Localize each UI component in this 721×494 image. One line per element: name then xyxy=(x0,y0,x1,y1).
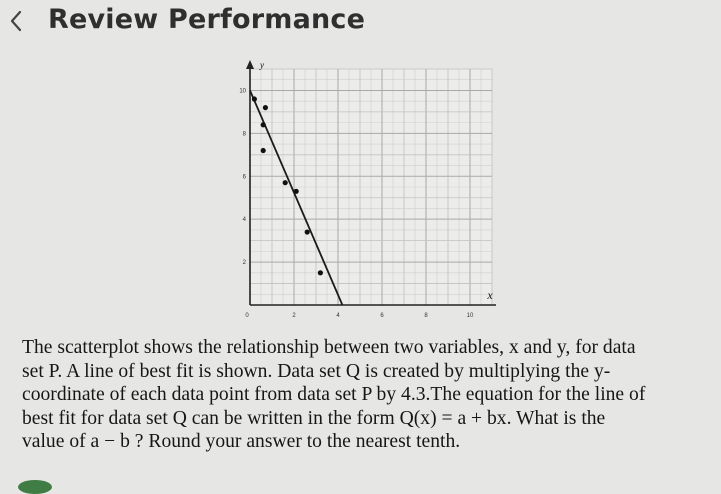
page-title: Review Performance xyxy=(48,4,366,35)
data-point xyxy=(261,122,266,127)
question-line-3: coordinate of each data point from data set P by 4.3.The equation for the line of xyxy=(22,384,646,405)
y-tick-label: 2 xyxy=(242,260,246,267)
data-point xyxy=(318,270,323,275)
data-point xyxy=(294,189,299,194)
x-tick-label: 8 xyxy=(424,313,428,319)
data-point xyxy=(283,180,288,185)
data-point xyxy=(263,105,268,110)
question-text xyxy=(22,336,712,454)
question-line-1: The scatterplot shows the relationship between two variables, x and y, for data xyxy=(22,337,636,358)
x-tick-label: 6 xyxy=(380,313,384,319)
data-point xyxy=(305,229,310,234)
x-tick-label: 2 xyxy=(292,313,296,319)
question-line-4: best fit for data set Q can be written in the form Q(x) = a + bx. What is the xyxy=(22,407,606,429)
y-tick-label: 4 xyxy=(242,217,246,224)
question-line-5: value of a − b ? Round your answer to the nearest tenth. xyxy=(22,431,461,452)
y-tick-label: 8 xyxy=(242,131,246,138)
y-axis-label: y xyxy=(260,60,264,70)
y-axis-arrow xyxy=(246,60,254,69)
data-point xyxy=(261,148,266,153)
x-axis-label: x xyxy=(487,288,493,302)
scatterplot-svg xyxy=(222,52,512,324)
x-tick-label: 4 xyxy=(336,313,340,319)
page-header xyxy=(0,0,721,46)
x-tick-label: 10 xyxy=(466,313,474,319)
origin-label: 0 xyxy=(245,313,249,319)
scatterplot xyxy=(222,52,512,324)
data-point xyxy=(252,96,257,101)
chevron-left-icon[interactable] xyxy=(6,8,28,34)
green-indicator xyxy=(18,480,52,494)
y-tick-label: 10 xyxy=(239,88,246,95)
y-tick-label: 6 xyxy=(242,174,246,181)
question-line-2: set P. A line of best fit is shown. Data set Q is created by multiplying the y- xyxy=(22,360,611,382)
